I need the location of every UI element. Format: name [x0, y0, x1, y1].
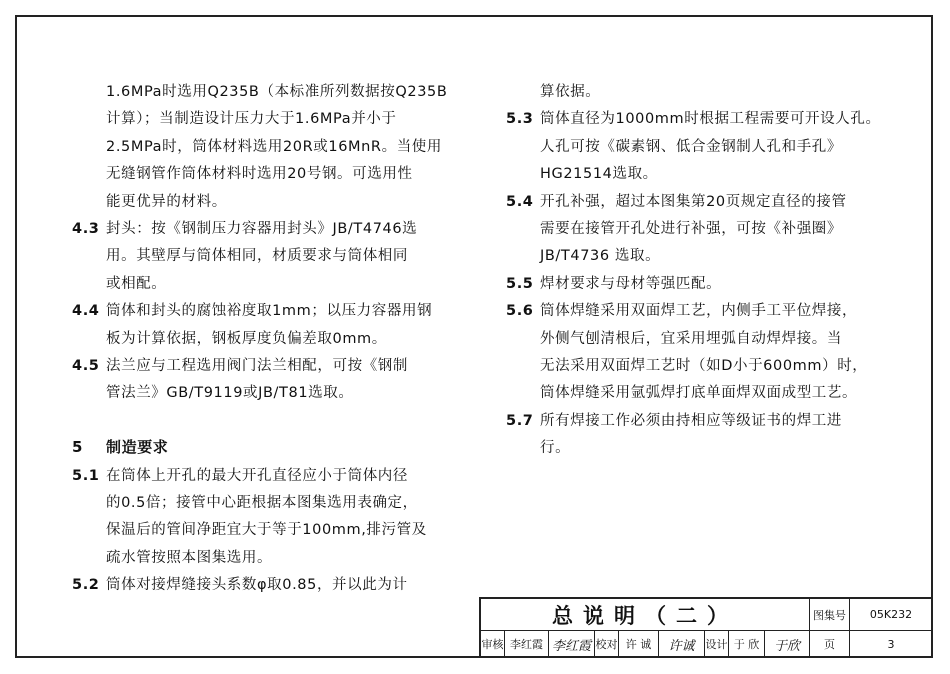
clause-text: 算依据。 [540, 84, 601, 100]
clause-number: 5.5 [506, 275, 534, 292]
clause-text: 用。其壁厚与筒体相同，材质要求与筒体相同 [106, 248, 408, 265]
clause-text: 2.5MPa时，筒体材料选用20R或16MnR。当使用 [106, 138, 442, 155]
designer-signature: 于欣 [765, 631, 810, 658]
clause-text: 疏水管按照本图集选用。 [106, 549, 273, 566]
clause-text: JB/T4736 选取。 [540, 248, 661, 265]
text-line [506, 107, 881, 128]
clause-text: 焊材要求与母材等强匹配。 [540, 275, 722, 292]
atlas-label: 图集号 [810, 599, 850, 631]
text-line [540, 135, 842, 156]
clause-text: 无法采用双面焊工艺时（如D小于600mm）时， [540, 358, 868, 374]
atlas-number: 05K232 [850, 599, 933, 631]
clause-text: 制造要求 [106, 438, 169, 457]
text-line [72, 573, 408, 594]
design-label: 设计 [705, 631, 729, 658]
clause-text: 需要在接管开孔处进行补强，可按《补强圈》 [540, 221, 842, 237]
clause-text: 外侧气刨清根后，宜采用埋弧自动焊焊接。当 [540, 330, 842, 347]
reviewer-name: 李红霞 [505, 631, 549, 658]
text-line [106, 327, 387, 348]
clause-text: 人孔可按《碳素钢、低合金钢制人孔和手孔》 [540, 138, 842, 155]
text-line [106, 381, 353, 402]
clause-text: 在筒体上开孔的最大开孔直径应小于筒体内径 [106, 467, 408, 484]
clause-text: 行。 [540, 440, 571, 457]
clause-text: 或相配。 [106, 275, 167, 292]
clause-text: 筒体直径为1000mm时根据工程需要可开设人孔。 [540, 111, 881, 128]
title-block [479, 597, 933, 658]
clause-text: 无缝钢管作筒体材料时选用20号钢。可选用性 [106, 166, 413, 183]
clause-text: 筒体和封头的腐蚀裕度取1mm；以压力容器用钢 [106, 303, 433, 320]
clause-text: HG21514选取。 [540, 166, 658, 183]
text-line [72, 354, 408, 375]
text-line [540, 80, 600, 101]
check-label: 校对 [595, 631, 619, 658]
clause-number: 4.4 [72, 303, 100, 320]
text-line [72, 436, 169, 457]
text-line [72, 464, 408, 485]
clause-text: 筒体焊缝采用双面焊工艺，内侧手工平位焊接， [540, 303, 858, 320]
clause-text: 所有焊接工作必须由持相应等级证书的焊工进 [540, 412, 842, 429]
text-line [72, 299, 433, 320]
text-line [106, 518, 427, 539]
clause-text: 法兰应与工程选用阀门法兰相配，可按《钢制 [106, 358, 408, 374]
text-line [106, 546, 272, 567]
text-line [106, 135, 442, 156]
text-line [506, 409, 842, 430]
clause-text: 管法兰》GB/T9119或JB/T81选取。 [106, 385, 354, 402]
page-number: 3 [850, 631, 933, 658]
clause-text: 的0.5倍；接管中心距根据本图集选用表确定， [106, 495, 418, 511]
text-line [106, 190, 227, 211]
clause-text: 封头：按《钢制压力容器用封头》JB/T4746选 [106, 221, 418, 237]
clause-text: 能更优异的材料。 [106, 193, 227, 210]
clause-text: 筒体焊缝采用氩弧焊打底单面焊双面成型工艺。 [540, 385, 858, 402]
clause-number: 5.2 [72, 577, 100, 594]
text-line [106, 244, 408, 265]
text-line [106, 272, 166, 293]
text-line [72, 217, 418, 238]
text-line [106, 162, 413, 183]
clause-number: 5.7 [506, 412, 534, 429]
text-line [540, 244, 660, 265]
clause-text: 开孔补强，超过本图集第20页规定直径的接管 [540, 193, 847, 210]
clause-text: 保温后的管间净距宜大于等于100mm,排污管及 [106, 522, 427, 539]
text-line [506, 190, 847, 211]
checker-signature: 许诚 [659, 631, 705, 658]
clause-text: 筒体对接焊缝接头系数φ取0.85，并以此为计 [106, 577, 408, 594]
clause-number: 5 [72, 438, 84, 457]
text-line [106, 107, 397, 128]
drawing-title: 总说明（二） [481, 599, 810, 631]
text-line [106, 80, 447, 101]
clause-number: 4.5 [72, 358, 100, 374]
text-line [540, 327, 842, 348]
text-line [506, 272, 722, 293]
text-line [540, 217, 842, 238]
clause-text: 计算）；当制造设计压力大于1.6MPa并小于 [106, 111, 397, 128]
text-line [506, 299, 858, 320]
text-line [106, 491, 418, 512]
text-line [540, 381, 857, 402]
clause-number: 4.3 [72, 221, 100, 237]
review-label: 审核 [481, 631, 505, 658]
clause-text: 板为计算依据，钢板厚度负偏差取0mm。 [106, 330, 387, 347]
reviewer-signature: 李红霞 [549, 631, 595, 658]
page-label: 页 [810, 631, 850, 658]
clause-number: 5.1 [72, 467, 100, 484]
designer-name: 于 欣 [729, 631, 765, 658]
clause-number: 5.3 [506, 111, 534, 128]
checker-name: 许 诚 [619, 631, 659, 658]
text-line [540, 436, 570, 457]
text-line [540, 162, 658, 183]
clause-text: 1.6MPa时选用Q235B（本标准所列数据按Q235B [106, 84, 448, 100]
text-line [540, 354, 867, 375]
clause-number: 5.4 [506, 193, 534, 210]
clause-number: 5.6 [506, 303, 534, 320]
